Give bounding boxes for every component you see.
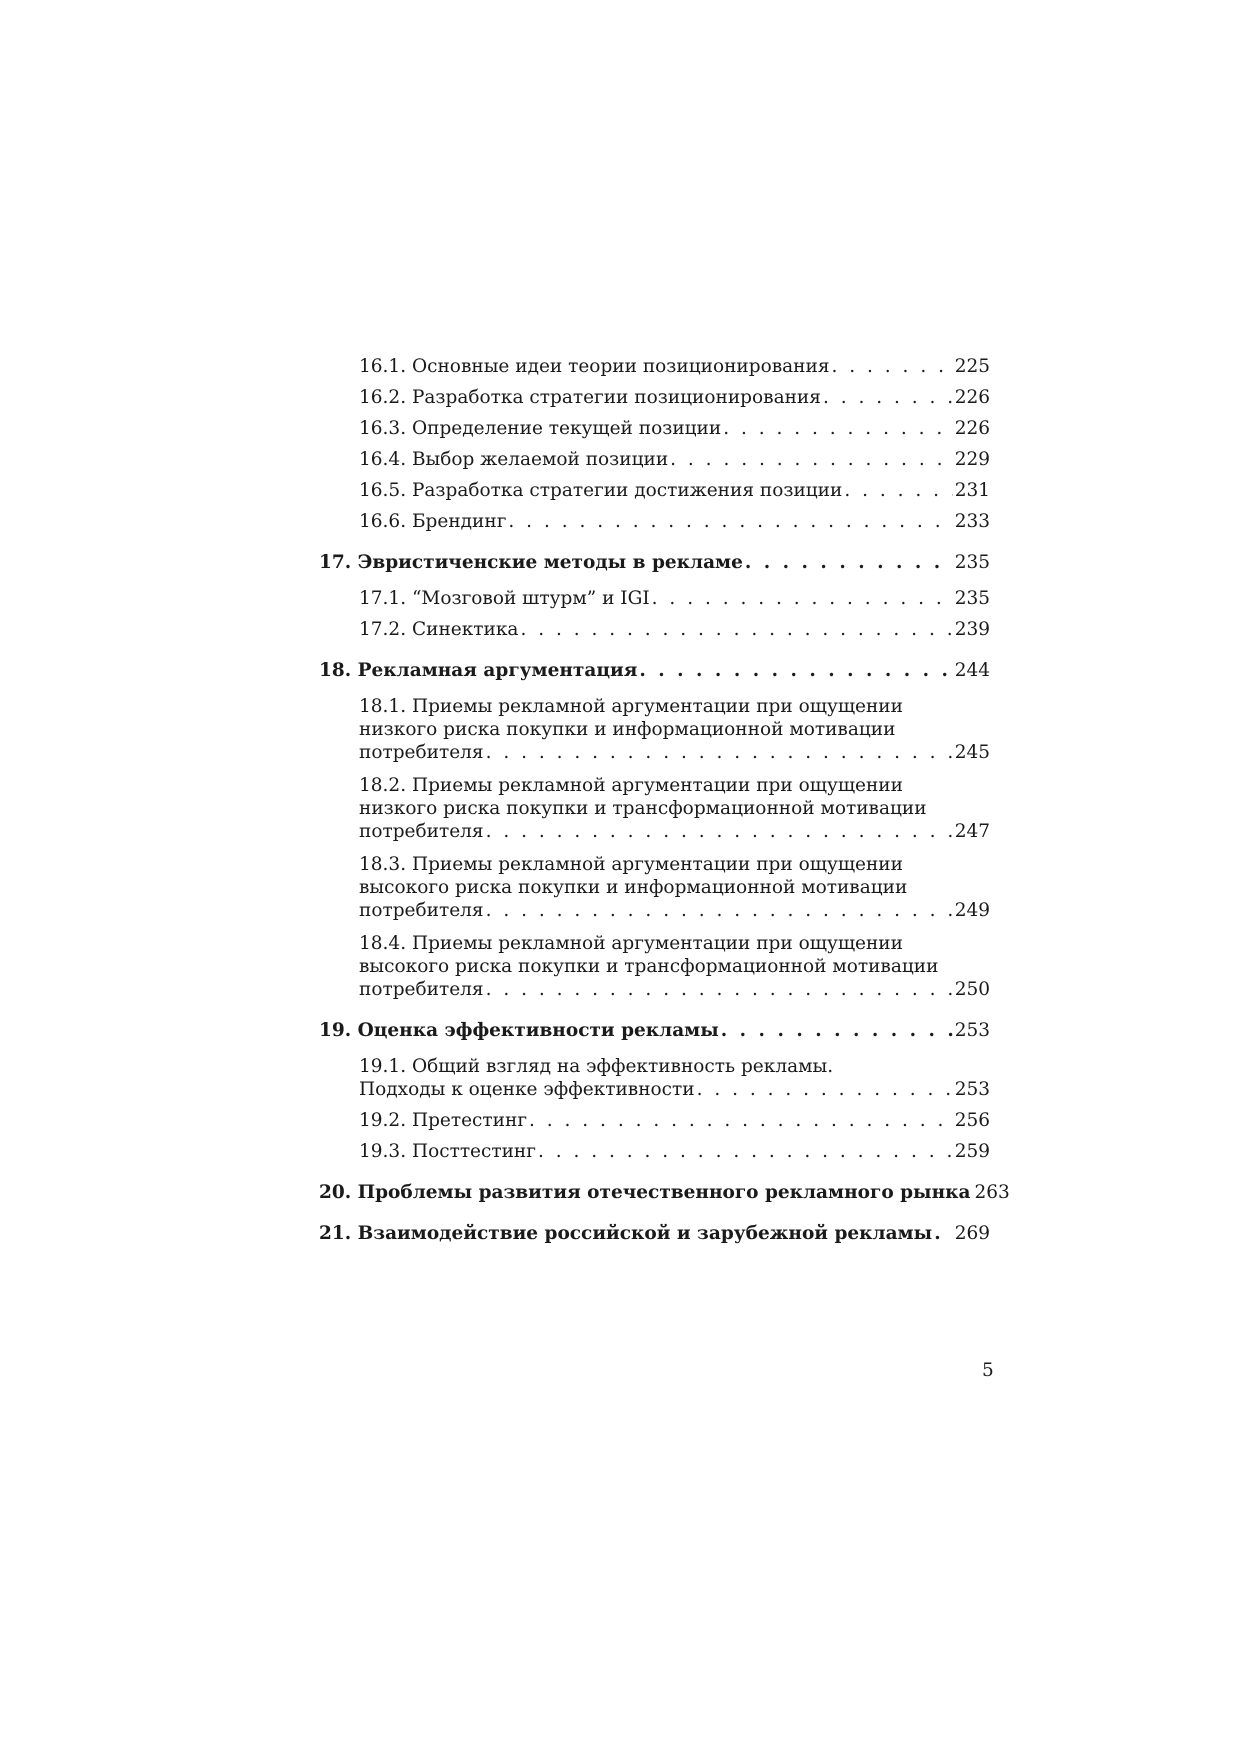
toc-entry-title-line: высокого риска покупки и трансформационной мотивации xyxy=(359,956,939,977)
dot-leader xyxy=(508,510,952,533)
toc-leader-line xyxy=(359,978,990,1001)
toc-entry-title-line: 18.4. Приемы рекламной аргументации при ощущении xyxy=(359,933,903,954)
dot-leader xyxy=(723,417,952,440)
toc-entry-19-2 xyxy=(319,1109,990,1132)
toc-entry-19 xyxy=(319,1019,990,1042)
toc-page-number: 239 xyxy=(954,619,990,640)
toc-page-number: 269 xyxy=(954,1223,990,1244)
toc-entry-title: потребителя xyxy=(359,821,484,842)
toc-entry-title: 16.6. Брендинг xyxy=(359,511,507,532)
toc-entry-title-line: высокого риска покупки и информационной мотивации xyxy=(359,877,908,898)
toc-entry-16-5 xyxy=(319,479,990,502)
toc-leader-line xyxy=(319,551,990,574)
toc-entry-title: 16.1. Основные идеи теории позиционирования xyxy=(359,356,830,377)
toc-entry-title: 17.1. “Мозговой штурм” и IGI xyxy=(359,588,650,609)
toc-page-number: 226 xyxy=(954,387,990,408)
toc-page-number: 233 xyxy=(954,511,990,532)
toc-page-number: 229 xyxy=(954,449,990,470)
toc-page-number: 253 xyxy=(954,1020,990,1041)
toc-leader-line xyxy=(359,820,990,843)
toc-entry-16-2 xyxy=(319,386,990,409)
dot-leader xyxy=(721,1019,953,1042)
toc-leader-line xyxy=(359,510,990,533)
toc-page-number: 253 xyxy=(954,1079,990,1100)
toc-entry-title: 17.2. Синектика xyxy=(359,619,519,640)
toc-entry-21 xyxy=(319,1222,990,1245)
toc-entry-18-1 xyxy=(319,695,990,764)
dot-leader xyxy=(652,587,953,610)
toc-entry-title-line: низкого риска покупки и информационной мотивации xyxy=(359,719,896,740)
dot-leader xyxy=(670,448,953,471)
toc-entry-title: потребителя xyxy=(359,742,484,763)
dot-leader xyxy=(538,1140,953,1163)
toc-entry-18-3 xyxy=(319,853,990,922)
toc-leader-line xyxy=(319,1019,990,1042)
toc-leader-line xyxy=(359,587,990,610)
toc-entry-title: 20. Проблемы развития отечественного рекламного рынка xyxy=(319,1182,971,1203)
toc-page-number: 259 xyxy=(954,1141,990,1162)
toc-entry-title: 19.2. Претестинг xyxy=(359,1110,528,1131)
toc-entry-19-1 xyxy=(319,1055,990,1101)
toc-leader-line xyxy=(319,659,990,682)
toc-page-number: 249 xyxy=(954,900,990,921)
dot-leader xyxy=(745,551,953,574)
toc-leader-line xyxy=(359,618,990,641)
toc-entry-18-4 xyxy=(319,932,990,1001)
toc-entry-17-2 xyxy=(319,618,990,641)
toc-entry-18 xyxy=(319,659,990,682)
toc-entry-title-line: 18.3. Приемы рекламной аргументации при ощущении xyxy=(359,854,903,875)
dot-leader xyxy=(486,820,953,843)
toc-page-number: 225 xyxy=(954,356,990,377)
toc-entry-title: 17. Эвристиченские методы в рекламе xyxy=(319,552,743,573)
toc-entry-title-line: 19.1. Общий взгляд на эффективность рекламы. xyxy=(359,1056,834,1077)
toc-leader-line xyxy=(359,899,990,922)
toc-entry-20 xyxy=(319,1181,1010,1204)
toc-entry-16-3 xyxy=(319,417,990,440)
toc-leader-line xyxy=(359,741,990,764)
toc-leader-line xyxy=(359,1078,990,1101)
toc-entry-title-line: низкого риска покупки и трансформационной мотивации xyxy=(359,798,927,819)
toc-entry-title: 19.3. Посттестинг xyxy=(359,1141,536,1162)
toc-page-number: 231 xyxy=(954,480,990,501)
dot-leader xyxy=(823,386,953,409)
toc-entry-title: потребителя xyxy=(359,979,484,1000)
toc-page-number: 235 xyxy=(954,588,990,609)
toc-entry-19-3 xyxy=(319,1140,990,1163)
toc-leader-line xyxy=(359,448,990,471)
dot-leader xyxy=(520,618,952,641)
toc-entry-title: 18. Рекламная аргументация xyxy=(319,660,638,681)
toc-entry-title: 16.5. Разработка стратегии достижения позиции xyxy=(359,480,843,501)
toc-leader-line xyxy=(359,355,990,378)
dot-leader xyxy=(486,978,953,1001)
toc-entry-title: Подходы к оценке эффективности xyxy=(359,1079,695,1100)
toc-page-number: 245 xyxy=(954,742,990,763)
toc-page-number: 235 xyxy=(954,552,990,573)
dot-leader xyxy=(639,659,952,682)
table-of-contents xyxy=(319,355,1010,1245)
toc-leader-line xyxy=(359,479,990,502)
toc-entry-title: 21. Взаимодействие российской и зарубежной рекламы xyxy=(319,1223,933,1244)
toc-leader-line xyxy=(359,1109,990,1132)
toc-entry-17-1 xyxy=(319,587,990,610)
dot-leader xyxy=(697,1078,953,1101)
dot-leader xyxy=(844,479,952,502)
dot-leader xyxy=(832,355,953,378)
dot-leader xyxy=(486,741,953,764)
toc-entry-title: 19. Оценка эффективности рекламы xyxy=(319,1020,719,1041)
toc-entry-title-line: 18.2. Приемы рекламной аргументации при ощущении xyxy=(359,775,903,796)
toc-leader-line xyxy=(319,1181,1010,1204)
dot-leader xyxy=(934,1222,953,1245)
toc-entry-title: потребителя xyxy=(359,900,484,921)
toc-entry-16-1 xyxy=(319,355,990,378)
toc-entry-title-line: 18.1. Приемы рекламной аргументации при ощущении xyxy=(359,696,903,717)
toc-entry-17 xyxy=(319,551,990,574)
toc-leader-line xyxy=(359,1140,990,1163)
toc-entry-title: 16.2. Разработка стратегии позиционирования xyxy=(359,387,821,408)
toc-page-number: 244 xyxy=(954,660,990,681)
dot-leader xyxy=(529,1109,953,1132)
toc-leader-line xyxy=(319,1222,990,1245)
toc-entry-16-4 xyxy=(319,448,990,471)
toc-page-number: 263 xyxy=(974,1182,1010,1203)
toc-entry-title: 16.4. Выбор желаемой позиции xyxy=(359,449,669,470)
toc-page-number: 256 xyxy=(954,1110,990,1131)
toc-entry-18-2 xyxy=(319,774,990,843)
toc-page-number: 226 xyxy=(954,418,990,439)
toc-entry-title: 16.3. Определение текущей позиции xyxy=(359,418,722,439)
toc-entry-16-6 xyxy=(319,510,990,533)
page-number: 5 xyxy=(982,1360,994,1381)
toc-page-number: 247 xyxy=(954,821,990,842)
toc-leader-line xyxy=(359,417,990,440)
dot-leader xyxy=(486,899,953,922)
toc-page-number: 250 xyxy=(954,979,990,1000)
toc-leader-line xyxy=(359,386,990,409)
